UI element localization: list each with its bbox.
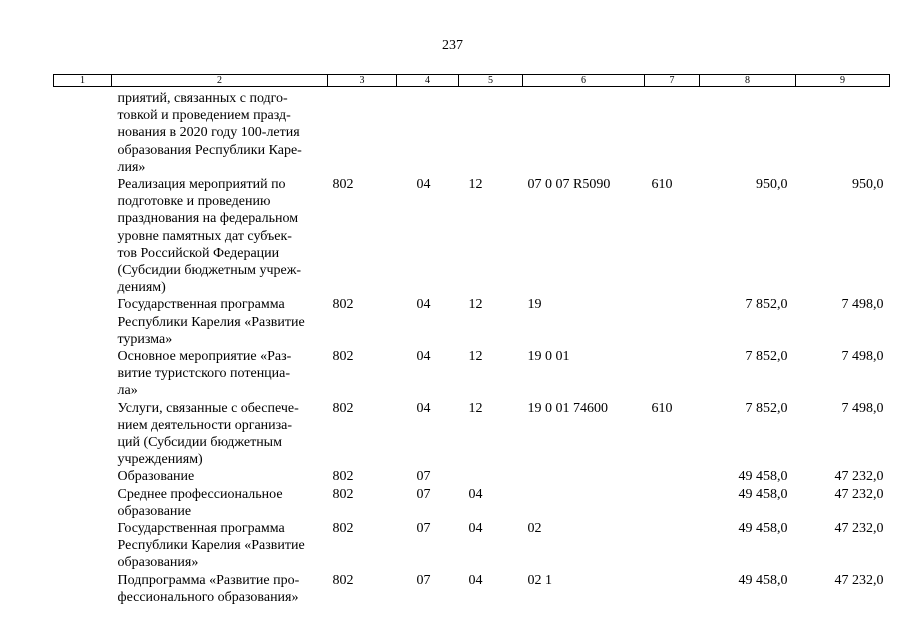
cell-empty: [54, 572, 112, 606]
cell-target: 19 0 01: [527, 349, 570, 365]
cell-section: 04: [416, 177, 431, 193]
cell-empty: [54, 520, 112, 572]
cell-empty: [54, 87, 112, 177]
header-col-3: 3: [328, 75, 397, 87]
cell-amount-1: 7 852,0: [745, 297, 788, 313]
cell-subsection: 12: [468, 177, 483, 193]
cell-subsection: 12: [468, 297, 483, 313]
cell-ministry: 802: [332, 177, 354, 193]
cell-target: [523, 486, 645, 520]
cell-name: Государственная программа Республики Карелия «Развитие туризма»: [117, 297, 305, 347]
cell-amount-2: 47 232,0: [834, 469, 884, 485]
cell-subsection: 04: [468, 572, 483, 588]
cell-ministry: 802: [332, 349, 354, 365]
cell-section: 07: [416, 572, 431, 588]
table-header: [54, 75, 890, 87]
cell-amount-1: 950,0: [756, 177, 788, 193]
cell-amount-1: [700, 87, 796, 177]
cell-target: 19: [527, 297, 542, 313]
header-col-9: 9: [796, 75, 890, 87]
cell-amount-1: 49 458,0: [738, 521, 788, 537]
cell-ministry: 802: [332, 572, 354, 588]
cell-amount-1: 7 852,0: [745, 400, 788, 416]
cell-expense-type: [645, 348, 700, 400]
header-col-1: 1: [54, 75, 112, 87]
cell-amount-2: 7 498,0: [841, 400, 884, 416]
header-col-5: 5: [459, 75, 523, 87]
cell-subsection: 12: [468, 349, 483, 365]
cell-amount-1: 49 458,0: [738, 572, 788, 588]
table-row: [54, 486, 890, 520]
cell-amount-1: 49 458,0: [738, 469, 788, 485]
cell-name: Государственная программа Республики Карелия «Развитие образования»: [117, 521, 305, 571]
header-col-2: 2: [112, 75, 328, 87]
cell-section: 04: [416, 297, 431, 313]
cell-empty: [54, 296, 112, 348]
cell-amount-2: 47 232,0: [834, 572, 884, 588]
cell-section: 07: [416, 486, 431, 502]
header-row: [54, 75, 890, 87]
cell-subsection: [459, 468, 523, 485]
header-col-6: 6: [523, 75, 645, 87]
cell-empty: [54, 486, 112, 520]
cell-target: [523, 468, 645, 485]
cell-empty: [54, 400, 112, 469]
table-row: [54, 87, 890, 177]
cell-expense-type: [645, 520, 700, 572]
table-row: [54, 400, 890, 469]
cell-empty: [54, 176, 112, 296]
cell-name: приятий, связанных с подго- товкой и проведением празд- нования в 2020 году 100-летия образования Республики Каре- лия»: [117, 91, 302, 175]
cell-target: 02 1: [527, 572, 552, 588]
cell-name: Среднее профессиональное образование: [117, 486, 283, 519]
table-row: [54, 176, 890, 296]
header-col-8: 8: [700, 75, 796, 87]
cell-amount-2: 7 498,0: [841, 349, 884, 365]
table-row: [54, 348, 890, 400]
cell-amount-2: 7 498,0: [841, 297, 884, 313]
cell-name: Реализация мероприятий по подготовке и проведению празднования на федеральном уровне памятных дат субъек- тов Российской Федерации (Субсидии бюджетным учреж- дениям): [117, 177, 302, 296]
cell-section: 07: [416, 469, 431, 485]
cell-section: 04: [416, 349, 431, 365]
cell-expense-type: [645, 296, 700, 348]
header-col-7: 7: [645, 75, 700, 87]
cell-section: 04: [416, 400, 431, 416]
table-row: [54, 296, 890, 348]
header-col-4: 4: [397, 75, 459, 87]
cell-section: [397, 87, 459, 177]
cell-ministry: 802: [332, 400, 354, 416]
cell-expense-type: 610: [651, 177, 673, 193]
cell-subsection: 04: [468, 521, 483, 537]
cell-target: [523, 87, 645, 177]
cell-amount-1: 7 852,0: [745, 349, 788, 365]
cell-empty: [54, 348, 112, 400]
cell-name: Основное мероприятие «Раз- витие туристского потенциа- ла»: [117, 349, 292, 399]
cell-expense-type: [645, 87, 700, 177]
cell-subsection: 04: [468, 486, 483, 502]
cell-ministry: 802: [332, 486, 354, 502]
cell-expense-type: [645, 572, 700, 606]
table-row: [54, 468, 890, 485]
cell-ministry: 802: [332, 297, 354, 313]
cell-expense-type: [645, 486, 700, 520]
cell-subsection: [459, 87, 523, 177]
cell-target: 19 0 01 74600: [527, 400, 608, 416]
budget-table: [53, 74, 890, 606]
cell-amount-2: 47 232,0: [834, 521, 884, 537]
cell-name: Услуги, связанные с обеспече- нием деятельности организа- ций (Субсидии бюджетным учреждениям): [117, 400, 299, 468]
cell-section: 07: [416, 521, 431, 537]
page-number: 237: [442, 38, 463, 53]
table-row: [54, 520, 890, 572]
cell-target: 07 0 07 R5090: [527, 177, 611, 193]
cell-ministry: 802: [332, 469, 354, 485]
cell-ministry: 802: [332, 521, 354, 537]
cell-subsection: 12: [468, 400, 483, 416]
table-row: [54, 572, 890, 606]
cell-amount-1: 49 458,0: [738, 486, 788, 502]
cell-ministry: [328, 87, 397, 177]
cell-expense-type: [645, 468, 700, 485]
cell-amount-2: [796, 87, 890, 177]
cell-empty: [54, 468, 112, 485]
cell-amount-2: 950,0: [852, 177, 884, 193]
cell-amount-2: 47 232,0: [834, 486, 884, 502]
table-body: [54, 87, 890, 607]
cell-expense-type: 610: [651, 400, 673, 416]
cell-name: Образование: [117, 469, 195, 485]
cell-name: Подпрограмма «Развитие про- фессионального образования»: [117, 572, 300, 605]
cell-target: 02: [527, 521, 542, 537]
